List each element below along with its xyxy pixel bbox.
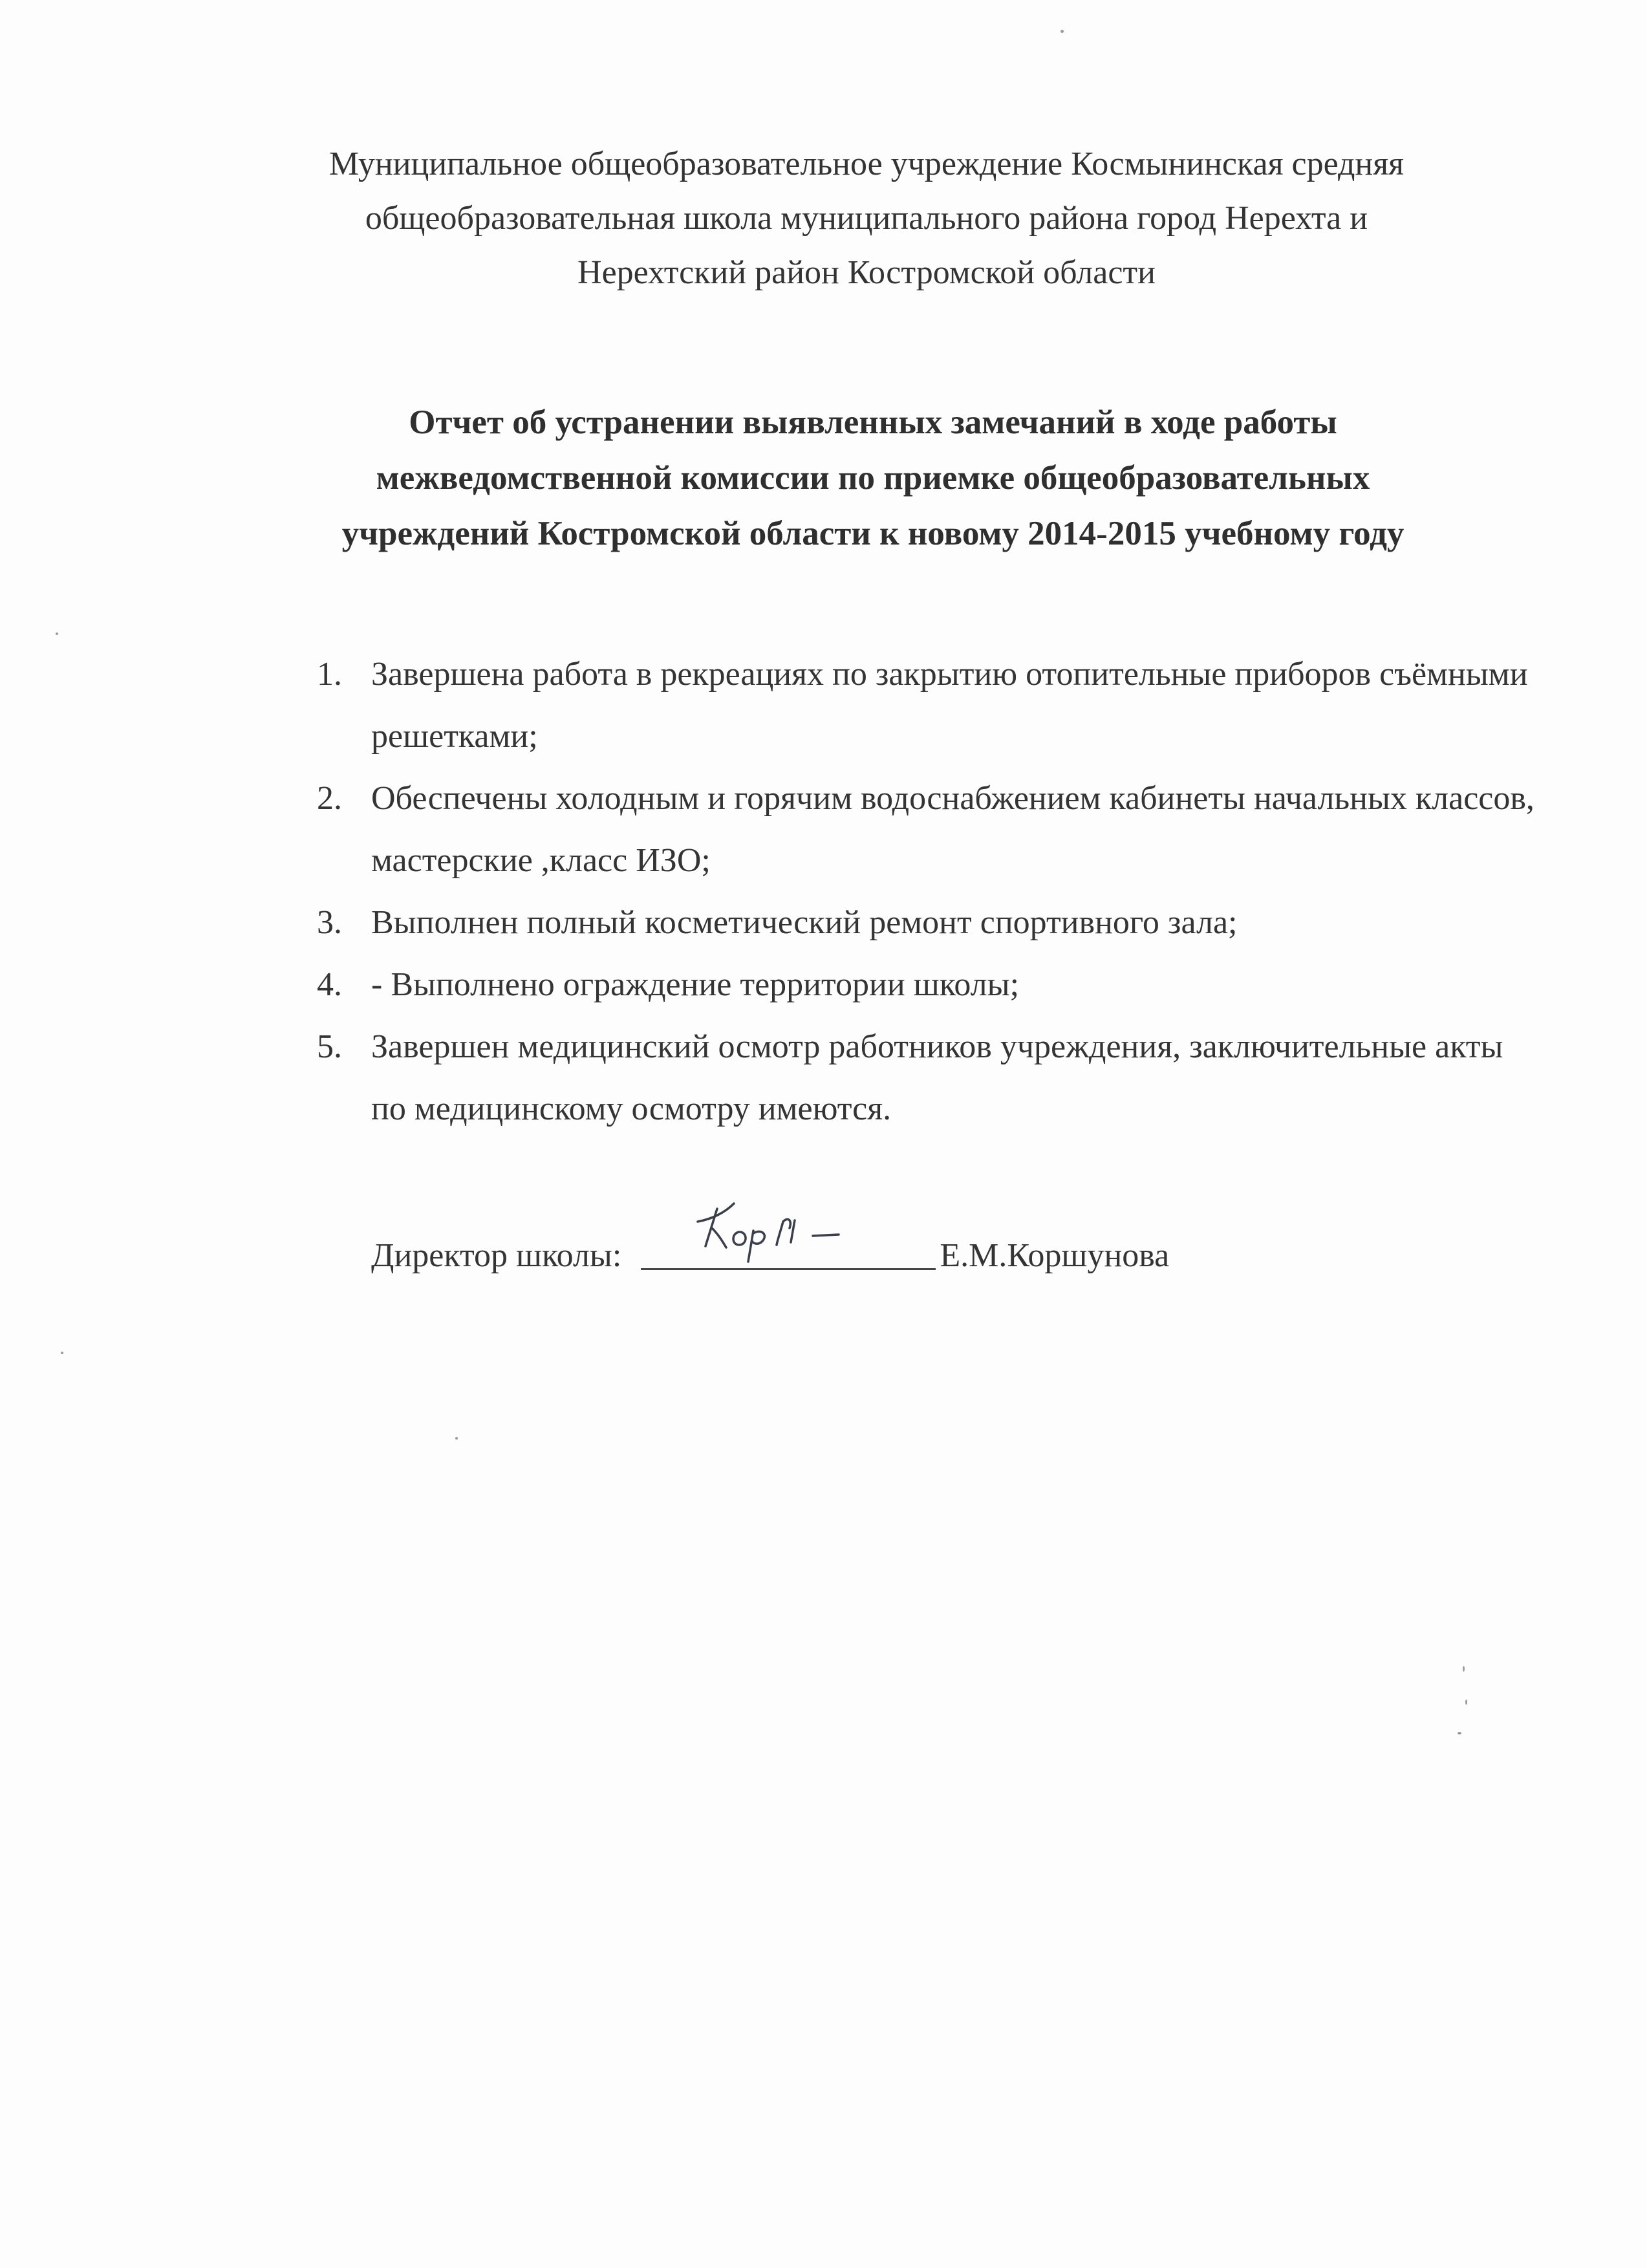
- report-title-line: учреждений Костромской области к новому 2014-2015 учебному году: [341, 515, 1405, 552]
- report-title: [259, 394, 1487, 561]
- list-item: [317, 643, 1545, 768]
- list-item-number: 3.: [317, 904, 342, 941]
- list-item-text: Завершена работа в рекреациях по закрытию отопительные приборов съёмными решетками;: [371, 656, 1528, 755]
- scan-speck: [56, 632, 58, 635]
- list-item: [317, 892, 1545, 954]
- list-item: [317, 1016, 1545, 1140]
- scan-speck: [455, 1437, 458, 1440]
- scan-speck: [1463, 1666, 1465, 1672]
- scan-speck: [61, 1352, 63, 1354]
- list-item-text: Выполнен полный косметический ремонт спортивного зала;: [371, 904, 1238, 941]
- signature-block: [371, 1225, 1169, 1287]
- list-item-text: Обеспечены холодным и горячим водоснабжением кабинеты начальных классов, мастерские ,класс ИЗО;: [371, 780, 1534, 879]
- signature-label: Директор школы:: [371, 1237, 622, 1274]
- institution-line: общеобразовательная школа муниципального района город Нерехта и: [365, 200, 1368, 237]
- report-title-line: межведомственной комиссии по приемке общеобразовательных: [376, 459, 1370, 497]
- report-title-line: Отчет об устранении выявленных замечаний в ходе работы: [409, 404, 1337, 441]
- list-item: [317, 768, 1545, 892]
- list-item-number: 5.: [317, 1028, 342, 1065]
- institution-line: Муниципальное общеобразовательное учреждение Космынинская средняя: [328, 146, 1405, 182]
- institution-line: Нерехтский район Костромской области: [577, 254, 1156, 291]
- remediation-list: [317, 643, 1545, 1140]
- list-item-text: Завершен медицинский осмотр работников учреждения, заключительные акты по медицинскому осмотру имеются.: [371, 1028, 1503, 1127]
- signature-line: [641, 1229, 936, 1270]
- director-name: Е.М.Коршунова: [940, 1237, 1170, 1274]
- list-item-text: - Выполнено ограждение территории школы;: [371, 966, 1020, 1003]
- scan-speck: [1465, 1700, 1467, 1705]
- handwritten-signature: [686, 1196, 854, 1267]
- list-item-number: 2.: [317, 780, 342, 817]
- list-item-number: 1.: [317, 656, 342, 693]
- list-item-number: 4.: [317, 966, 342, 1003]
- list-item: [317, 954, 1545, 1016]
- scan-speck: [1458, 1732, 1461, 1734]
- scan-speck: [1060, 30, 1064, 33]
- institution-header: [259, 137, 1474, 300]
